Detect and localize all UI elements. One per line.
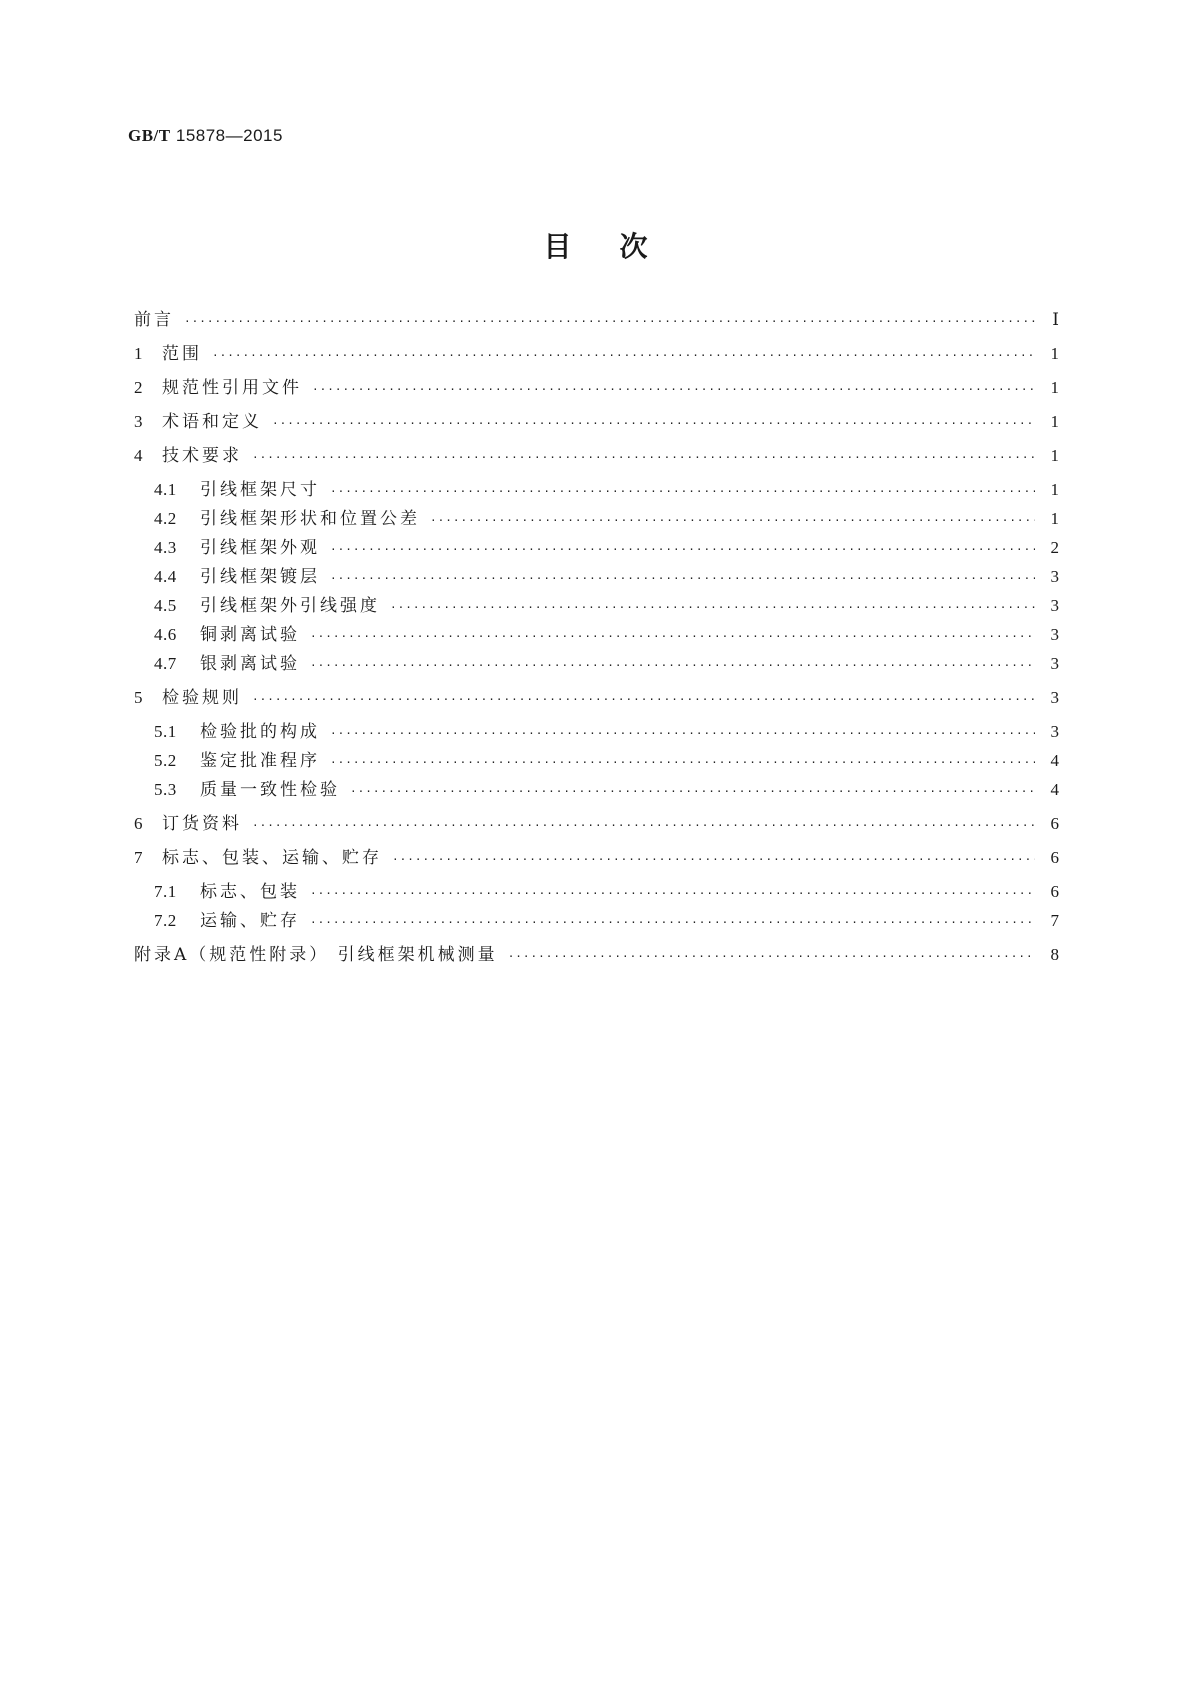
toc-entry-page: 2 xyxy=(1050,538,1059,557)
toc-entry-title: 范围 xyxy=(162,344,202,364)
toc-entry-1[interactable] xyxy=(134,342,1059,366)
toc-entry-page: 3 xyxy=(1050,567,1059,586)
toc-entry-title: 订货资料 xyxy=(162,814,242,834)
dot-leader xyxy=(330,567,1035,591)
dot-leader xyxy=(184,310,1035,334)
toc-entry-page: 3 xyxy=(1050,722,1059,741)
toc-entry-number: 5.1 xyxy=(154,722,177,741)
dot-leader xyxy=(390,596,1035,620)
toc-entry-4-5[interactable] xyxy=(154,594,1059,618)
dot-leader xyxy=(330,722,1035,746)
toc-entry-number: 7.1 xyxy=(154,882,177,901)
toc-entry-title: 引线框架尺寸 xyxy=(200,480,320,500)
toc-entry-page: 6 xyxy=(1050,848,1059,867)
toc-entry-number: 5 xyxy=(134,688,143,707)
page-title xyxy=(0,225,1191,265)
dot-leader xyxy=(508,945,1035,969)
toc-entry-page: 1 xyxy=(1050,480,1059,499)
toc-entry-title: 规范性引用文件 xyxy=(162,378,302,398)
toc-entry-page: 1 xyxy=(1050,378,1059,397)
dot-leader xyxy=(212,344,1035,368)
toc-entry-4-3[interactable] xyxy=(154,536,1059,560)
toc-entry-title: 质量一致性检验 xyxy=(200,780,340,800)
standard-prefix: GB/T xyxy=(128,126,171,145)
toc-entry-number: 5.2 xyxy=(154,751,177,770)
toc-entry-5-3[interactable] xyxy=(154,778,1059,802)
toc-entry-2[interactable] xyxy=(134,376,1059,400)
toc-entry-4-1[interactable] xyxy=(154,478,1059,502)
toc-entry-number: 4.2 xyxy=(154,509,177,528)
toc-entry-annex-a[interactable] xyxy=(134,943,1059,967)
dot-leader xyxy=(330,480,1035,504)
toc-entry-page: 4 xyxy=(1050,780,1059,799)
dot-leader xyxy=(330,751,1035,775)
toc-entry-3[interactable] xyxy=(134,410,1059,434)
toc-entry-title: 引线框架形状和位置公差 xyxy=(200,509,420,529)
dot-leader xyxy=(310,882,1035,906)
dot-leader xyxy=(310,654,1035,678)
toc-entry-4[interactable] xyxy=(134,444,1059,468)
dot-leader xyxy=(252,446,1035,470)
toc-entry-page: 1 xyxy=(1050,412,1059,431)
toc-entry-title: 引线框架镀层 xyxy=(200,567,320,587)
page-title-char: 次 xyxy=(619,230,696,263)
standard-number: 15878—2015 xyxy=(175,126,283,145)
document-code xyxy=(128,126,283,146)
toc-entry-number: 4.6 xyxy=(154,625,177,644)
toc-entry-title: 检验规则 xyxy=(162,688,242,708)
toc-entry-page: 4 xyxy=(1050,751,1059,770)
toc-entry-page: 3 xyxy=(1050,654,1059,673)
toc-entry-number: 3 xyxy=(134,412,143,431)
dot-leader xyxy=(252,814,1035,838)
toc-entry-number: 6 xyxy=(134,814,143,833)
dot-leader xyxy=(312,378,1035,402)
toc-entry-title: 银剥离试验 xyxy=(200,654,300,674)
toc-entry-6[interactable] xyxy=(134,812,1059,836)
toc-entry-number: 7.2 xyxy=(154,911,177,930)
toc-entry-7-1[interactable] xyxy=(154,880,1059,904)
toc-entry-page: 7 xyxy=(1050,911,1059,930)
toc-entry-4-6[interactable] xyxy=(154,623,1059,647)
toc-entry-title: 标志、包装、运输、贮存 xyxy=(162,848,382,868)
toc-entry-5-2[interactable] xyxy=(154,749,1059,773)
toc-entry-title: 运输、贮存 xyxy=(200,911,300,931)
toc-entry-page: 6 xyxy=(1050,814,1059,833)
toc-entry-title: 检验批的构成 xyxy=(200,722,320,742)
dot-leader xyxy=(350,780,1035,804)
toc-entry-page: 8 xyxy=(1050,945,1059,964)
dot-leader xyxy=(330,538,1035,562)
dot-leader xyxy=(272,412,1035,436)
toc-entry-title: 技术要求 xyxy=(162,446,242,466)
toc-entry-foreword[interactable] xyxy=(134,308,1059,332)
toc-entry-page: 1 xyxy=(1050,446,1059,465)
toc-entry-title: 引线框架外观 xyxy=(200,538,320,558)
toc-entry-7-2[interactable] xyxy=(154,909,1059,933)
toc-entry-title: 前言 xyxy=(134,310,174,330)
toc-entry-number: 7 xyxy=(134,848,143,867)
dot-leader xyxy=(252,688,1035,712)
toc-entry-title: 引线框架外引线强度 xyxy=(200,596,380,616)
dot-leader xyxy=(430,509,1035,533)
toc-entry-5-1[interactable] xyxy=(154,720,1059,744)
toc-entry-number: 4.1 xyxy=(154,480,177,499)
toc-entry-title: 鉴定批准程序 xyxy=(200,751,320,771)
toc-entry-number: 5.3 xyxy=(154,780,177,799)
toc-entry-number: 4.4 xyxy=(154,567,177,586)
toc-entry-number: 4.3 xyxy=(154,538,177,557)
toc-entry-number: 4.5 xyxy=(154,596,177,615)
toc-entry-page: 3 xyxy=(1050,596,1059,615)
toc-entry-5[interactable] xyxy=(134,686,1059,710)
toc-entry-page: Ⅰ xyxy=(1052,310,1059,329)
toc-entry-page: 3 xyxy=(1050,688,1059,707)
toc-entry-title: 附录A（规范性附录） 引线框架机械测量 xyxy=(134,945,498,965)
toc-entry-number: 2 xyxy=(134,378,143,397)
toc-entry-page: 1 xyxy=(1050,509,1059,528)
toc-entry-page: 6 xyxy=(1050,882,1059,901)
dot-leader xyxy=(310,911,1035,935)
dot-leader xyxy=(310,625,1035,649)
toc-entry-number: 1 xyxy=(134,344,143,363)
dot-leader xyxy=(392,848,1035,872)
toc-entry-title: 术语和定义 xyxy=(162,412,262,432)
page-title-char: 目 xyxy=(543,230,620,263)
toc-entry-4-7[interactable] xyxy=(154,652,1059,676)
toc-entry-number: 4.7 xyxy=(154,654,177,673)
toc-entry-page: 3 xyxy=(1050,625,1059,644)
toc-entry-title: 铜剥离试验 xyxy=(200,625,300,645)
toc-entry-4-4[interactable] xyxy=(154,565,1059,589)
toc-entry-page: 1 xyxy=(1050,344,1059,363)
toc-entry-4-2[interactable] xyxy=(154,507,1059,531)
toc-entry-number: 4 xyxy=(134,446,143,465)
toc-entry-7[interactable] xyxy=(134,846,1059,870)
toc-entry-title: 标志、包装 xyxy=(200,882,300,902)
